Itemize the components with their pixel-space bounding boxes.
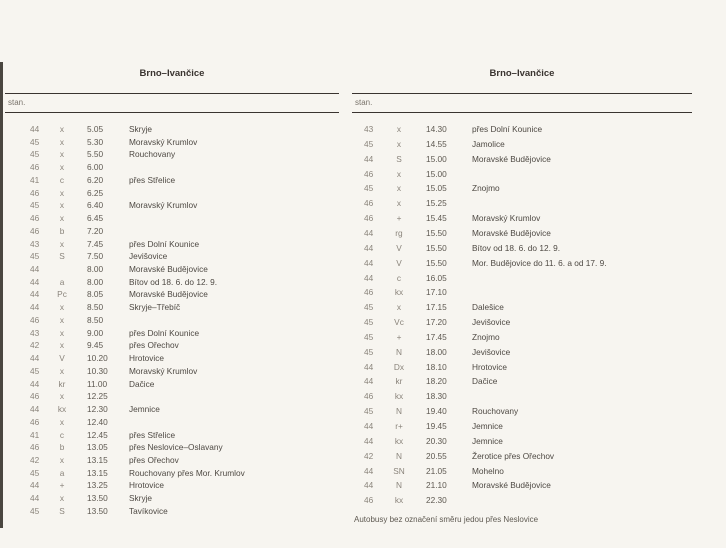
- stand-number: 45: [364, 331, 374, 342]
- service-mark: N: [396, 480, 402, 491]
- departure-time: 7.45: [87, 238, 104, 249]
- destination: přes Dolní Kounice: [129, 327, 200, 338]
- departure-time: 18.20: [426, 376, 447, 387]
- stand-number: 46: [30, 314, 40, 325]
- destination: Dačice: [472, 376, 498, 387]
- service-mark: x: [59, 327, 65, 338]
- service-mark: x: [396, 198, 402, 209]
- stand-number: 42: [30, 454, 40, 465]
- departure-time: 15.25: [426, 198, 447, 209]
- departure-time: 12.25: [87, 391, 108, 402]
- stand-number: 42: [30, 340, 40, 351]
- header-rule-top: [5, 93, 339, 94]
- service-mark: +: [396, 331, 402, 342]
- stand-number: 41: [30, 429, 40, 440]
- service-mark: b: [59, 225, 65, 236]
- destination: Jevišovice: [472, 317, 511, 328]
- stand-number: 44: [364, 272, 374, 283]
- service-mark: x: [396, 302, 402, 313]
- stand-number: 44: [364, 480, 374, 491]
- timetable-title: Brno–Ivančice: [139, 68, 205, 79]
- destination: Hrotovice: [472, 361, 508, 372]
- departure-time: 13.15: [87, 467, 108, 478]
- departure-time: 7.50: [87, 251, 104, 262]
- stand-number: 45: [30, 251, 40, 262]
- service-mark: x: [59, 416, 65, 427]
- departure-time: 6.45: [87, 213, 104, 224]
- destination: Jemnice: [472, 421, 503, 431]
- departure-time: 15.00: [426, 153, 447, 164]
- stand-number: 44: [364, 153, 374, 164]
- departure-time: 21.10: [426, 480, 447, 491]
- destination: Moravský Krumlov: [472, 213, 541, 224]
- stand-number: 44: [364, 257, 374, 268]
- stand-number: 46: [30, 162, 40, 173]
- service-mark: kr: [58, 378, 66, 389]
- destination: Jamolice: [472, 138, 505, 149]
- destination: Moravský Krumlov: [129, 136, 198, 147]
- departure-time: 6.25: [87, 187, 104, 198]
- service-mark: Pc: [57, 289, 67, 300]
- departure-time: 6.20: [87, 174, 104, 185]
- departure-time: 18.30: [426, 391, 447, 402]
- service-mark: Dx: [393, 361, 405, 372]
- destination: Moravské Budějovice: [472, 227, 551, 238]
- destination: Bítov od 18. 6. do 12. 9.: [472, 242, 561, 253]
- stand-number: 46: [30, 391, 40, 402]
- departure-time: 22.30: [426, 495, 447, 506]
- departure-time: 8.50: [87, 302, 104, 313]
- stand-number: 43: [30, 327, 40, 338]
- service-mark: x: [59, 493, 65, 504]
- destination: Žerotice přes Ořechov: [472, 450, 555, 461]
- departure-time: 19.40: [426, 406, 447, 417]
- service-mark: x: [59, 340, 65, 351]
- stand-number: 46: [364, 391, 374, 402]
- service-mark: x: [59, 454, 65, 465]
- destination: přes Střelice: [129, 429, 176, 440]
- departure-time: 18.00: [426, 346, 447, 357]
- service-mark: S: [59, 251, 65, 262]
- departure-time: 13.05: [87, 442, 108, 453]
- stand-number: 44: [30, 480, 40, 491]
- departure-time: 13.25: [87, 480, 108, 491]
- stand-number: 44: [30, 124, 40, 134]
- destination: Znojmo: [472, 331, 500, 342]
- stand-number: 45: [30, 136, 40, 147]
- service-mark: Vc: [394, 317, 404, 328]
- destination: Hrotovice: [129, 353, 165, 364]
- destination: Jevišovice: [472, 346, 511, 357]
- service-mark: x: [59, 136, 65, 147]
- service-mark: a: [59, 276, 65, 287]
- header-rule-bottom: [5, 112, 339, 113]
- column-header-stan: stan.: [355, 98, 373, 107]
- service-mark: SN: [393, 465, 405, 476]
- destination: přes Střelice: [129, 174, 176, 185]
- departure-time: 8.00: [87, 264, 104, 275]
- destination: Dačice: [129, 378, 155, 389]
- service-mark: S: [396, 153, 402, 164]
- departure-time: 15.50: [426, 257, 447, 268]
- departure-time: 14.55: [426, 138, 447, 149]
- departure-time: 15.05: [426, 183, 447, 194]
- service-mark: N: [396, 346, 402, 357]
- destination: Moravské Budějovice: [472, 153, 551, 164]
- destination: Rouchovany: [472, 406, 519, 417]
- departure-time: 15.50: [426, 242, 447, 253]
- stand-number: 45: [364, 138, 374, 149]
- departure-time: 8.05: [87, 289, 104, 300]
- service-mark: x: [396, 168, 402, 179]
- departure-time: 8.50: [87, 314, 104, 325]
- stand-number: 44: [30, 264, 40, 275]
- stand-number: 44: [30, 302, 40, 313]
- stand-number: 46: [364, 287, 374, 298]
- stand-number: 46: [364, 495, 374, 506]
- destination: Jemnice: [472, 435, 503, 446]
- service-mark: V: [396, 242, 402, 253]
- departure-time: 5.50: [87, 149, 104, 160]
- destination: Znojmo: [472, 183, 500, 194]
- destination: Jemnice: [129, 404, 160, 415]
- destination: Skryje–Třebíč: [129, 302, 181, 313]
- departure-time: 12.30: [87, 404, 108, 415]
- destination: Dalešice: [472, 302, 504, 313]
- stand-number: 46: [30, 187, 40, 198]
- service-mark: r+: [395, 421, 403, 431]
- destination: Moravské Budějovice: [472, 480, 551, 491]
- service-mark: c: [59, 174, 65, 185]
- header-rule-top: [352, 93, 692, 94]
- service-mark: kx: [394, 495, 404, 506]
- stand-number: 44: [364, 465, 374, 476]
- stand-number: 44: [30, 353, 40, 364]
- stand-number: 42: [364, 450, 374, 461]
- stand-number: 45: [30, 149, 40, 160]
- destination: Moravské Budějovice: [129, 264, 208, 275]
- service-mark: V: [59, 353, 65, 364]
- departure-time: 9.00: [87, 327, 104, 338]
- destination: přes Dolní Kounice: [472, 124, 543, 134]
- stand-number: 44: [364, 242, 374, 253]
- service-mark: x: [59, 200, 65, 211]
- service-mark: x: [59, 213, 65, 224]
- stand-number: 45: [30, 505, 40, 516]
- departure-time: 19.45: [426, 421, 447, 431]
- departure-time: 13.50: [87, 493, 108, 504]
- service-mark: kx: [394, 287, 404, 298]
- departure-time: 9.45: [87, 340, 104, 351]
- stand-number: 46: [364, 213, 374, 224]
- page-edge-bar: [0, 62, 3, 528]
- stand-number: 44: [364, 361, 374, 372]
- stand-number: 45: [364, 406, 374, 417]
- departure-time: 17.45: [426, 331, 447, 342]
- service-mark: x: [59, 124, 65, 134]
- service-mark: c: [59, 429, 65, 440]
- stand-number: 44: [364, 376, 374, 387]
- stand-number: 43: [364, 124, 374, 134]
- stand-number: 45: [364, 346, 374, 357]
- stand-number: 45: [364, 317, 374, 328]
- departure-time: 17.10: [426, 287, 447, 298]
- departure-time: 15.00: [426, 168, 447, 179]
- destination: Jevišovice: [129, 251, 168, 262]
- destination: Moravské Budějovice: [129, 289, 208, 300]
- service-mark: +: [396, 213, 402, 224]
- departure-time: 12.45: [87, 429, 108, 440]
- destination: Skryje: [129, 124, 153, 134]
- stand-number: 44: [30, 289, 40, 300]
- departure-time: 7.20: [87, 225, 104, 236]
- departure-time: 11.00: [87, 378, 108, 389]
- stand-number: 46: [30, 416, 40, 427]
- departure-time: 6.40: [87, 200, 104, 211]
- service-mark: x: [59, 391, 65, 402]
- departure-time: 5.05: [87, 124, 104, 134]
- service-mark: kx: [394, 435, 404, 446]
- footnote: Autobusy bez označení směru jedou přes Neslovice: [354, 515, 539, 524]
- service-mark: N: [396, 406, 402, 417]
- service-mark: kx: [394, 391, 404, 402]
- departure-time: 16.05: [426, 272, 447, 283]
- stand-number: 45: [364, 183, 374, 194]
- stand-number: 46: [30, 213, 40, 224]
- service-mark: S: [59, 505, 65, 516]
- stand-number: 45: [30, 200, 40, 211]
- destination: Rouchovany: [129, 149, 176, 160]
- column-header-stan: stan.: [8, 98, 26, 107]
- departure-time: 14.30: [426, 124, 447, 134]
- timetable-title: Brno–Ivančice: [489, 68, 555, 79]
- stand-number: 43: [30, 238, 40, 249]
- departure-time: 12.40: [87, 416, 108, 427]
- stand-number: 44: [30, 276, 40, 287]
- destination: Tavíkovice: [129, 505, 168, 516]
- stand-number: 44: [364, 227, 374, 238]
- stand-number: 46: [30, 442, 40, 453]
- service-mark: b: [59, 442, 65, 453]
- stand-number: 44: [30, 378, 40, 389]
- departure-time: 6.00: [87, 162, 104, 173]
- service-mark: kr: [395, 376, 403, 387]
- departure-time: 20.30: [426, 435, 447, 446]
- destination: Moravský Krumlov: [129, 365, 198, 376]
- stand-number: 45: [364, 302, 374, 313]
- stand-number: 44: [30, 493, 40, 504]
- departure-time: 20.55: [426, 450, 447, 461]
- service-mark: x: [396, 183, 402, 194]
- departure-time: 17.15: [426, 302, 447, 313]
- service-mark: V: [396, 257, 402, 268]
- destination: přes Dolní Kounice: [129, 238, 200, 249]
- departure-time: 18.10: [426, 361, 447, 372]
- stand-number: 44: [364, 435, 374, 446]
- stand-number: 44: [364, 421, 374, 431]
- service-mark: x: [59, 365, 65, 376]
- departure-time: 21.05: [426, 465, 447, 476]
- destination: přes Neslovice–Oslavany: [129, 442, 223, 453]
- service-mark: x: [396, 124, 402, 134]
- service-mark: rg: [395, 227, 403, 238]
- service-mark: x: [59, 187, 65, 198]
- service-mark: a: [59, 467, 65, 478]
- stand-number: 46: [364, 168, 374, 179]
- stand-number: 45: [30, 365, 40, 376]
- service-mark: kx: [57, 404, 67, 415]
- destination: Moravský Krumlov: [129, 200, 198, 211]
- departure-time: 13.50: [87, 505, 108, 516]
- departure-time: 15.45: [426, 213, 447, 224]
- departure-time: 10.20: [87, 353, 108, 364]
- destination: přes Ořechov: [129, 340, 179, 351]
- stand-number: 46: [364, 198, 374, 209]
- service-mark: x: [59, 162, 65, 173]
- departure-time: 10.30: [87, 365, 108, 376]
- service-mark: x: [59, 314, 65, 325]
- stand-number: 45: [30, 467, 40, 478]
- service-mark: x: [396, 138, 402, 149]
- service-mark: +: [59, 480, 65, 491]
- service-mark: N: [396, 450, 402, 461]
- service-mark: x: [59, 302, 65, 313]
- service-mark: c: [396, 272, 402, 283]
- stand-number: 44: [30, 404, 40, 415]
- destination: Mor. Budějovice do 11. 6. a od 17. 9.: [472, 257, 607, 268]
- destination: Skryje: [129, 493, 153, 504]
- stand-number: 41: [30, 174, 40, 185]
- destination: Mohelno: [472, 465, 504, 476]
- departure-time: 5.30: [87, 136, 104, 147]
- header-rule-bottom: [352, 112, 692, 113]
- destination: Hrotovice: [129, 480, 165, 491]
- stand-number: 46: [30, 225, 40, 236]
- destination: Bítov od 18. 6. do 12. 9.: [129, 276, 218, 287]
- service-mark: x: [59, 238, 65, 249]
- departure-time: 15.50: [426, 227, 447, 238]
- departure-time: 8.00: [87, 276, 104, 287]
- destination: Rouchovany přes Mor. Krumlov: [129, 467, 245, 478]
- departure-time: 17.20: [426, 317, 447, 328]
- departure-time: 13.15: [87, 454, 108, 465]
- destination: přes Ořechov: [129, 454, 179, 465]
- service-mark: x: [59, 149, 65, 160]
